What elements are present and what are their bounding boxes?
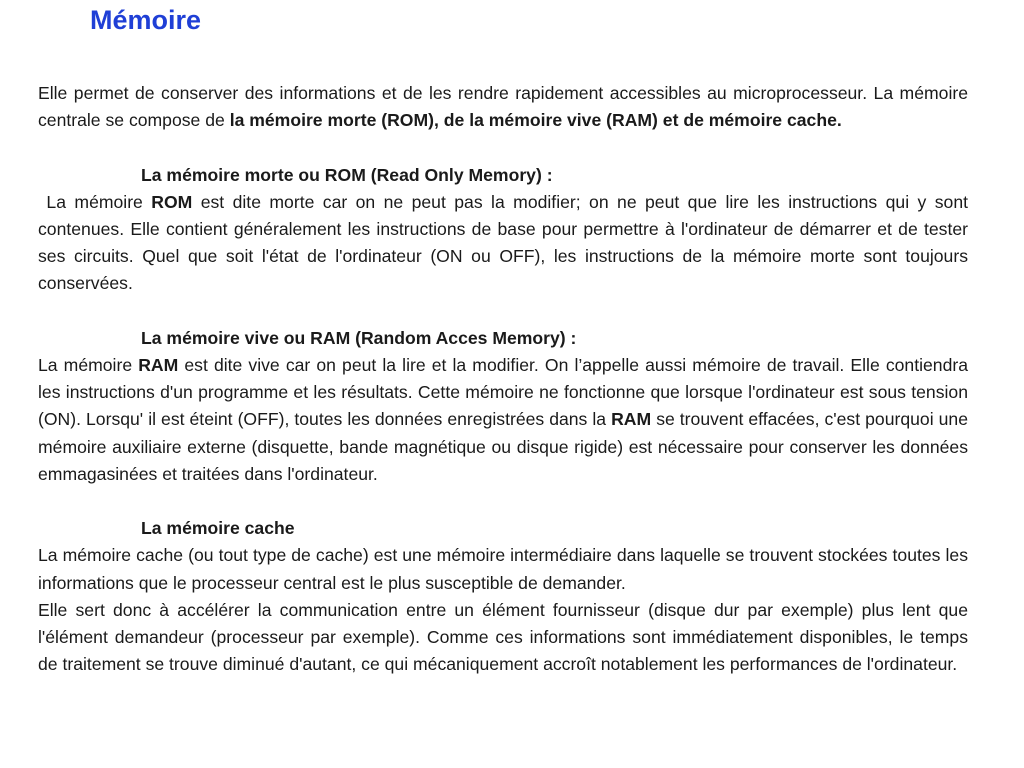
rom-text-after: est dite morte car on ne peut pas la modifier; on ne peut que lire les instructions qui y sont contenues. Elle contient généralement les instructions de base pour permettre à l'ordinateur de démarrer et de tester ses circuits. Quel que soit l'état de l'ordinateur (ON ou OFF), les instructions de la mémoire morte sont toujours conservées. <box>38 191 968 294</box>
rom-text-before: La mémoire <box>46 191 152 212</box>
ram-bold-1: RAM <box>138 355 179 375</box>
cache-heading: La mémoire cache <box>141 518 295 539</box>
ram-heading: La mémoire vive ou RAM (Random Acces Memory) : <box>141 327 577 348</box>
cache-paragraph-2: Elle sert donc à accélérer la communication entre un élément fournisseur (disque dur par exemple) plus lent que l'élément demandeur (processeur par exemple). Comme ces informations sont immédiatement disponibles, le temps de traitement se trouve diminué d'autant, ce qui mécaniquement accroît notablement les performances de l'ordinateur. <box>38 599 968 675</box>
intro-text: Elle permet de conserver des informations et de les rendre rapidement accessibles au microprocesseur. La mémoire centrale se compose de <box>38 83 968 131</box>
cache-paragraph-1: La mémoire cache (ou tout type de cache) est une mémoire intermédiaire dans laquelle se trouvent stockées toutes les informations que le processeur central est le plus susceptible de demander. <box>38 545 968 593</box>
ram-text-before: La mémoire <box>38 355 139 375</box>
rom-paragraph <box>38 189 968 298</box>
rom-bold: ROM <box>151 191 193 212</box>
ram-paragraph <box>38 352 968 488</box>
intro-paragraph <box>38 80 968 134</box>
spacer <box>38 134 968 161</box>
rom-heading: La mémoire morte ou ROM (Read Only Memory) : <box>141 164 553 185</box>
ram-text-mid: est dite vive car on peut la lire et la modifier. On l’appelle aussi mémoire de travail. Elle contiendra les instructions d'un programme et les résultats. Cette mémoire ne fonctionne que lorsque l'ordinateur est sous tension (ON). Lorsqu' il est éteint (OFF), toutes les données enregistrées dans la <box>38 355 969 430</box>
spacer <box>38 488 968 515</box>
slide-content <box>38 80 968 678</box>
ram-text-after: se trouvent effacées, c'est pourquoi une mémoire auxiliaire externe (disquette, bande magnétique ou disque rigide) est nécessaire pour conserver les données emmagasinées et traitées dans l'ordinateur. <box>38 409 968 484</box>
spacer <box>38 298 968 325</box>
page-title: Mémoire <box>90 5 202 35</box>
intro-bold: la mémoire morte (ROM), de la mémoire vive (RAM) et de mémoire cache. <box>229 110 842 131</box>
ram-bold-2: RAM <box>611 409 652 430</box>
